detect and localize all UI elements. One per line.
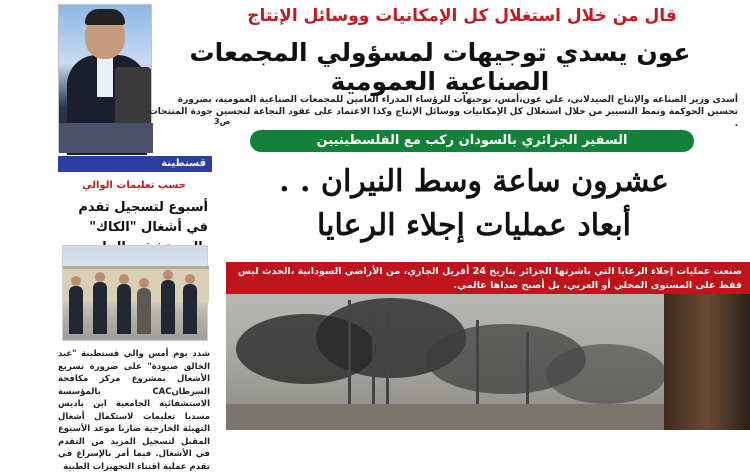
main-story-headline[interactable]: [222, 160, 726, 248]
main-headline-line-2: أبعاد عمليات إجلاء الرعايا: [316, 208, 632, 243]
sidebar-headline[interactable]: أسبوع لتسجيل تقدم في أشغال "الكاك": [78, 200, 208, 235]
sidebar-photo: [62, 245, 208, 341]
top-story-lead: أسدى وزير الصناعة والإنتاج الصيدلاني، علي عون،أمس، توجيهات للرؤساء المدراء العامين للمجمعات الصناعية العمومية، بضرورة تحسين الحوكمة ونمط التسيير من خلال استغلال كل الإمكانيات ووسائل الإنتاج وكذا الاعتماد على عقود النجاعة لتحسين جودة المنتجات .: [148, 95, 738, 129]
top-story-headline[interactable]: عون يسدي توجيهات لمسؤولي المجمعات الصناعية العمومية: [189, 38, 691, 96]
top-story-kicker: قال من خلال استغلال كل الإمكانيات ووسائل الإنتاج: [247, 6, 677, 26]
sidebar-section-label: قسنطينة: [58, 156, 212, 172]
sidebar-kicker: حسب تعليمات الوالي: [82, 180, 186, 191]
main-story-kicker: السفير الجزائري بالسودان ركب مع الفلسطينيين: [250, 130, 694, 152]
main-headline-line-1: عشرون ساعة وسط النيران . .: [279, 164, 669, 199]
sidebar-body-text: شدد يوم أمس والي قسنطينة "عبد الخالق صيودة" على ضرورة تسريع الأشغال بمشروع مركز مكافحة السرطانCAC بالمؤسسة الاستشفائية الجامعية ابن باديس مسديا تعليمات لاستكمال أشغال التهيئة الخارجية ضاربا موعد الأسبوع المقبل لتسجيل المزيد من التقدم في الأشغال. فيما أمر بالإسراع في تقدم عملية اقتناء التجهيزات الطبية: [58, 349, 210, 472]
main-story-photo: [226, 294, 750, 430]
top-story-page-ref: ص3: [214, 117, 231, 126]
main-story-lead: صنعت عمليات إجلاء الرعايا التي باشرتها الجزائر بتاريخ 24 أفريل الجاري، من الأراضي السودانية ،الحدث ليس فقط على المستوى المحلي أو العربي، بل أصبح صداها عالمي.: [226, 262, 750, 294]
minister-photo: [58, 4, 152, 152]
